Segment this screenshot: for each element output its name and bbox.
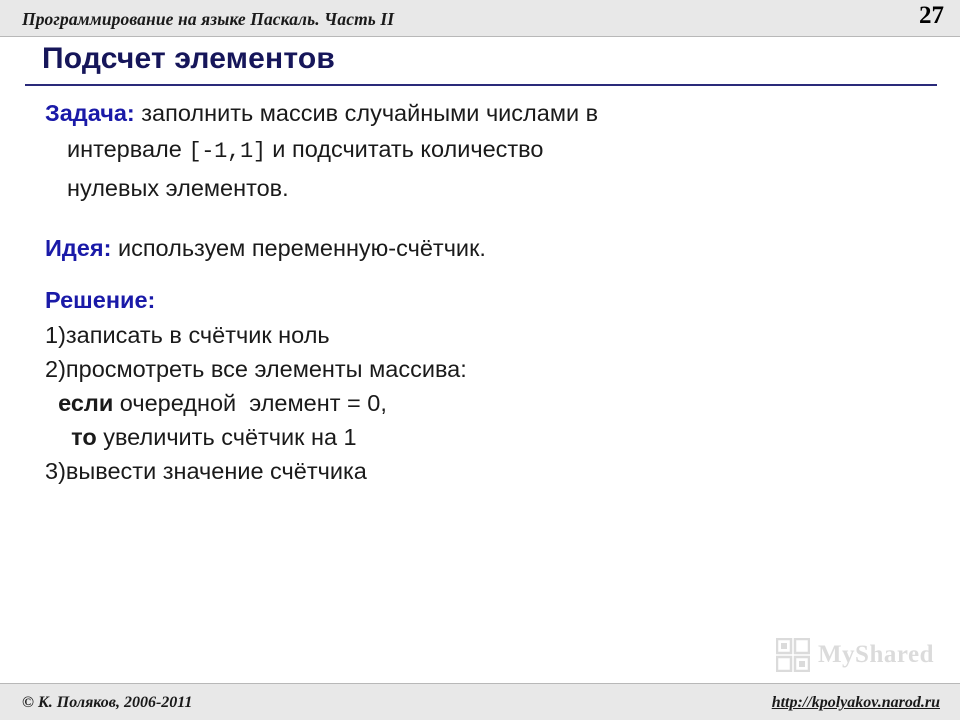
solution-then-line: [45, 420, 925, 454]
idea-label: Идея:: [45, 235, 112, 261]
task-line-1-text: заполнить массив случайными числами в: [134, 100, 599, 126]
solution-if-line: [45, 386, 925, 420]
spacer-2: [45, 270, 925, 282]
header-title: Программирование на языке Паскаль. Часть II: [22, 9, 395, 29]
slide-number: 27: [919, 2, 944, 29]
then-keyword: то: [71, 424, 97, 450]
task-line-2-suffix: и подсчитать количество: [265, 136, 544, 162]
watermark: [776, 638, 934, 672]
idea-text: используем переменную-счётчик.: [111, 235, 486, 261]
task-line-3: нулевых элементов.: [67, 175, 289, 201]
if-text: очередной элемент = 0,: [113, 390, 387, 416]
task-line-2: [45, 131, 925, 170]
spacer-1: [45, 210, 925, 230]
footer-url[interactable]: http://kpolyakov.narod.ru: [771, 694, 940, 711]
solution-label-line: [45, 282, 925, 318]
task-line-1: [45, 95, 925, 131]
task-line-2-prefix: интервале: [67, 136, 189, 162]
solution-step-3: 3)вывести значение счётчика: [45, 458, 367, 484]
solution-label: Решение:: [45, 287, 156, 313]
idea-line: [45, 230, 925, 266]
page-title: Подсчет элементов: [42, 42, 336, 75]
solution-step-2: 2)просмотреть все элементы массива:: [45, 356, 467, 382]
task-label: Задача:: [45, 100, 135, 126]
task-block: [45, 95, 925, 206]
idea-block: [45, 230, 925, 266]
then-text: увеличить счётчик на 1: [96, 424, 357, 450]
title-divider: [25, 84, 937, 86]
solution-step-1: 1)записать в счётчик ноль: [45, 322, 330, 348]
solution-block: [45, 282, 925, 488]
slide-content: [45, 95, 925, 492]
footer-copyright: © К. Поляков, 2006-2011: [22, 694, 193, 711]
if-keyword: если: [58, 390, 114, 416]
watermark-label: MyShared: [817, 641, 934, 668]
grid-logo-icon: [776, 638, 810, 672]
task-interval-code: [-1,1]: [188, 139, 266, 164]
